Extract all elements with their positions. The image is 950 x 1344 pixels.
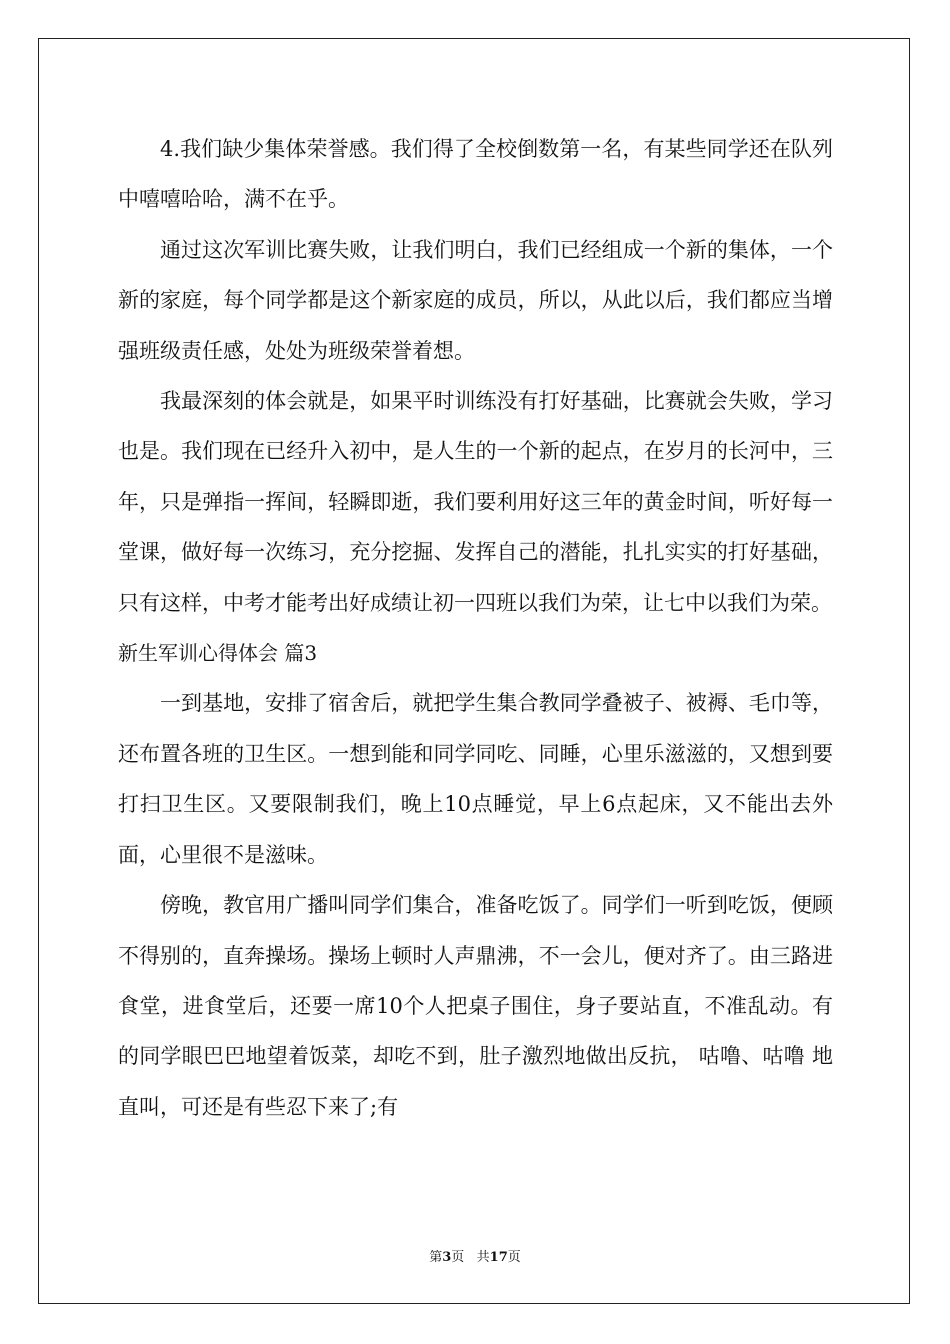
page-footer xyxy=(0,1246,950,1265)
current-page-number: 3 xyxy=(442,1250,452,1265)
document-body xyxy=(118,124,833,1132)
footer-prefix: 第 xyxy=(429,1250,443,1265)
footer-middle: 页 共 xyxy=(451,1250,490,1265)
paragraph: 傍晚，教官用广播叫同学们集合，准备吃饭了。同学们一听到吃饭，便顾不得别的，直奔操场。操场上顿时人声鼎沸，不一会儿，便对齐了。由三路进食堂，进食堂后，还要一席10个人把桌子围住，身子要站直，不准乱动。有的同学眼巴巴地望着饭菜，却吃不到，肚子激烈地做出反抗， 咕噜、咕噜 地直叫，可还是有些忍下来了;有 xyxy=(118,893,833,1119)
paragraph: 我最深刻的体会就是，如果平时训练没有打好基础，比赛就会失败，学习也是。我们现在已经升入初中，是人生的一个新的起点，在岁月的长河中，三年，只是弹指一挥间，轻瞬即逝，我们要利用好这三年的黄金时间，听好每一堂课，做好每一次练习，充分挖掘、发挥自己的潜能，扎扎实实的打好基础，只有这样，中考才能考出好成绩让初一四班以我们为荣，让七中以我们为荣。 xyxy=(118,389,833,615)
total-pages-number: 17 xyxy=(489,1250,508,1265)
paragraph: 通过这次军训比赛失败，让我们明白，我们已经组成一个新的集体，一个新的家庭，每个同学都是这个新家庭的成员，所以，从此以后，我们都应当增强班级责任感，处处为班级荣誉着想。 xyxy=(118,237,833,363)
footer-suffix: 页 xyxy=(507,1250,521,1265)
paragraph: 一到基地，安排了宿舍后，就把学生集合教同学叠被子、被褥、毛巾等，还布置各班的卫生区。一想到能和同学同吃、同睡，心里乐滋滋的，又想到要打扫卫生区。又要限制我们，晚上10点睡觉，早上6点起床，又不能出去外面，心里很不是滋味。 xyxy=(118,691,833,867)
section-heading: 新生军训心得体会 篇3 xyxy=(118,641,318,666)
paragraph: 4.我们缺少集体荣誉感。我们得了全校倒数第一名，有某些同学还在队列中嘻嘻哈哈，满不在乎。 xyxy=(118,137,833,212)
